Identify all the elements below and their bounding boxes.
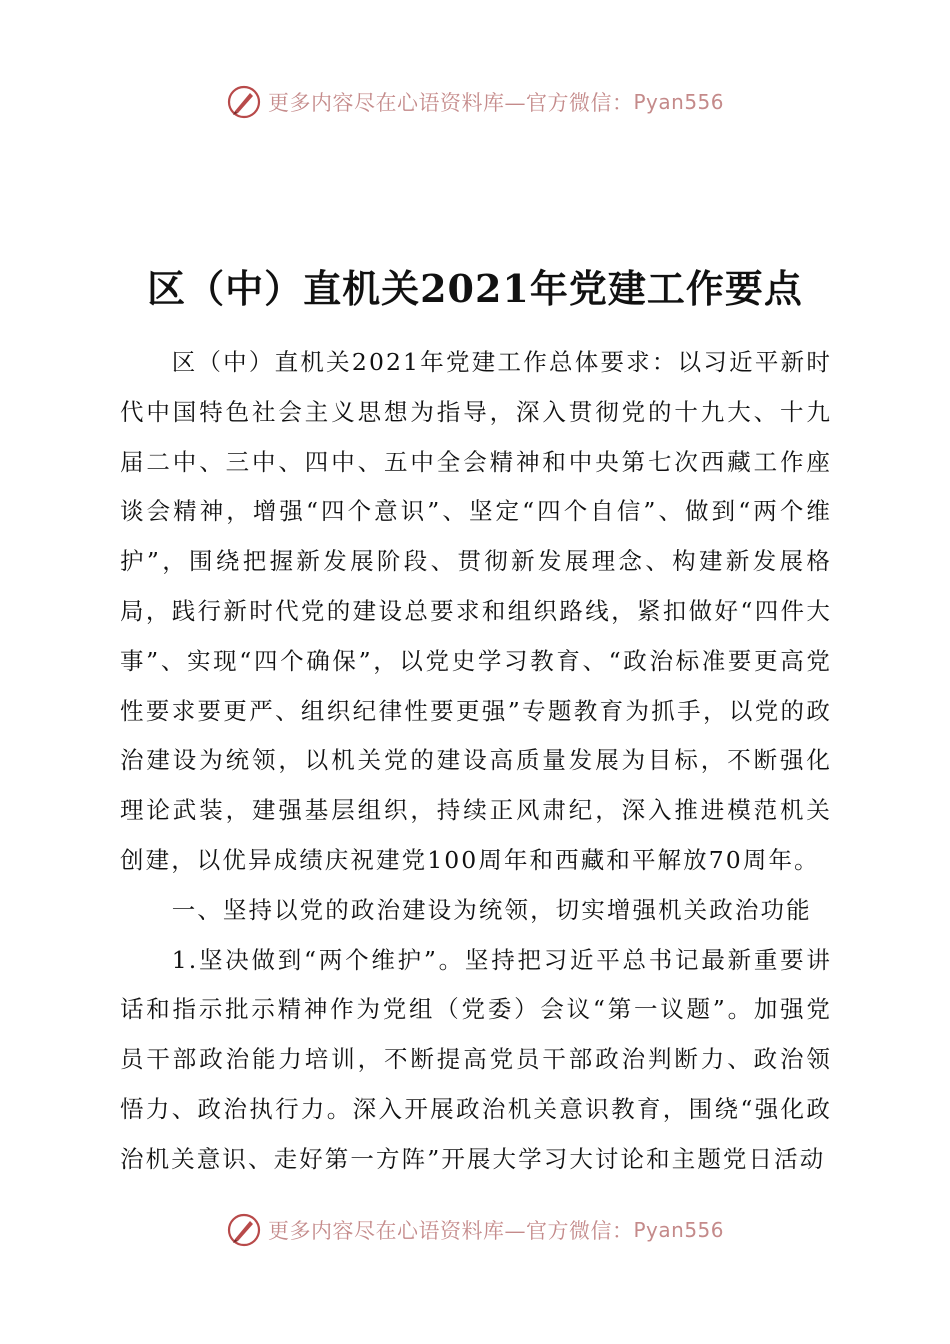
watermark-wechat-id: Pyan556 (633, 1218, 724, 1242)
document-title: 区（中）直机关2021年党建工作要点 (147, 266, 803, 311)
watermark-text: 更多内容尽在心语资料库—官方微信： (267, 91, 634, 115)
document-body (120, 338, 832, 1185)
watermark-header (0, 82, 950, 122)
section-heading-1: 一、坚持以党的政治建设为统领，切实增强机关政治功能 (171, 895, 812, 924)
paragraph-item-1: 1.坚决做到“两个维护”。坚持把习近平总书记最新重要讲话和指示批示精神作为党组（党委）会议“第一议题”。加强党员干部政治能力培训，不断提高党员干部政治判断力、政治领悟力、政治执行力。深入开展政治机关意识教育，围绕“强化政治机关意识、走好第一方阵”开展大学习大讨论和主题党日活动 (120, 945, 832, 1173)
watermark-wechat-id: Pyan556 (633, 90, 724, 114)
watermark-text: 更多内容尽在心语资料库—官方微信： (267, 1219, 634, 1243)
pen-circle-logo-icon (226, 1212, 262, 1248)
pen-circle-logo-icon (226, 84, 262, 120)
watermark-footer (0, 1210, 950, 1250)
paragraph-overall-requirements: 区（中）直机关2021年党建工作总体要求：以习近平新时代中国特色社会主义思想为指导，深入贯彻党的十九大、十九届二中、三中、四中、五中全会精神和中央第七次西藏工作座谈会精神，增强“四个意识”、坚定“四个自信”、做到“两个维护”，围绕把握新发展阶段、贯彻新发展理念、构建新发展格局，践行新时代党的建设总要求和组织路线，紧扣做好“四件大事”、实现“四个确保”，以党史学习教育、“政治标准要更高党性要求要更严、组织纪律性要更强”专题教育为抓手，以党的政治建设为统领，以机关党的建设高质量发展为目标，不断强化理论武装，建强基层组织，持续正风肃纪，深入推进模范机关创建，以优异成绩庆祝建党100周年和西藏和平解放70周年。 (120, 348, 832, 874)
